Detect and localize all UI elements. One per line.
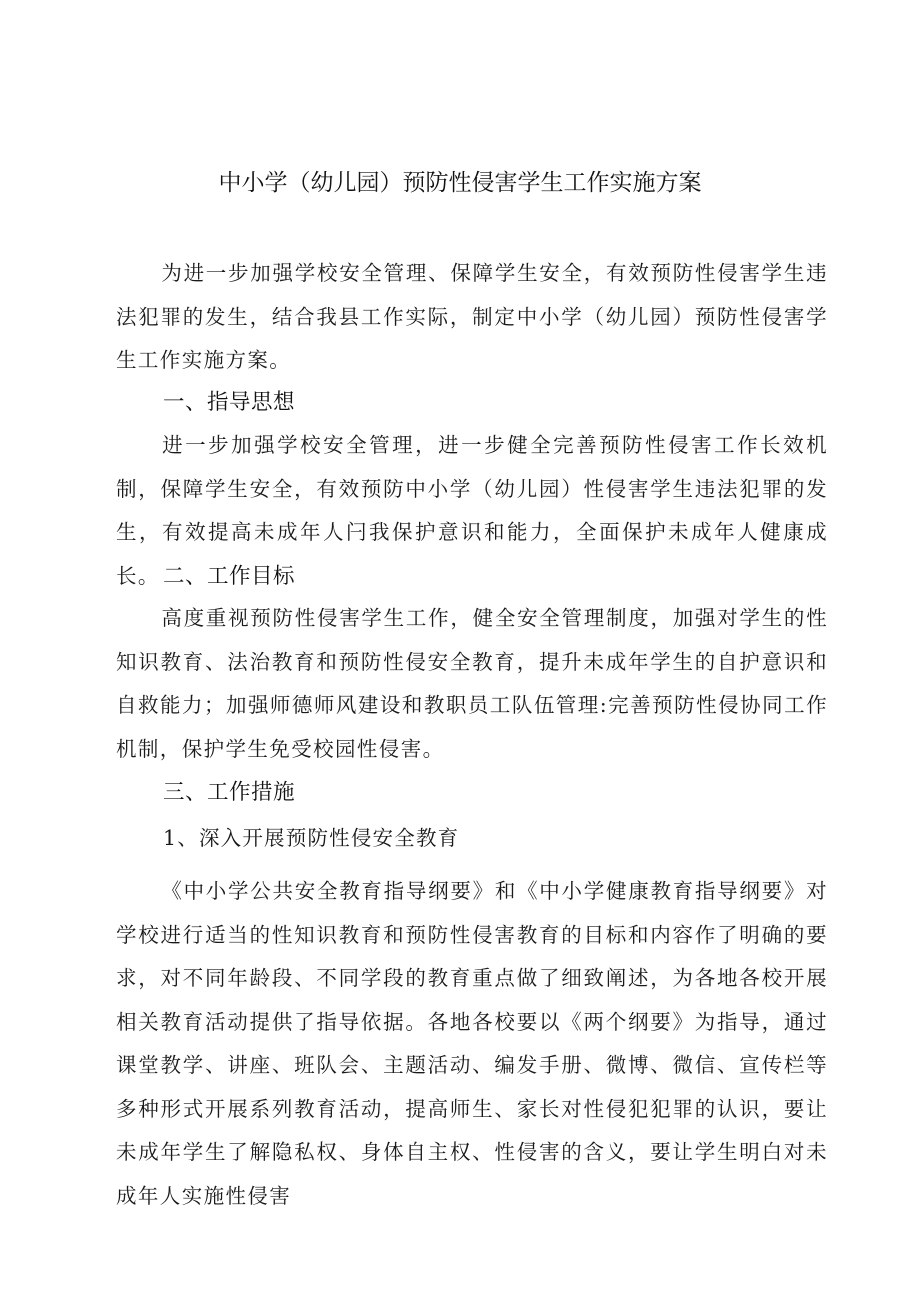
document-title: 中小学（幼儿园）预防性侵害学生工作实施方案 bbox=[218, 170, 702, 196]
intro-text: 为进一步加强学校安全管理、保障学生安全，有效预防性侵害学生违法犯罪的发生，结合我县工作实际，制定中小学（幼儿园）预防性侵害学生工作实施方案。 bbox=[116, 261, 828, 372]
section-heading-work-goals: 二、工作目标 bbox=[163, 564, 296, 589]
section2-text: 高度重视预防性侵害学生工作，健全安全管理制度，加强对学生的性知识教育、法治教育和预防性侵安全教育，提升未成年学生的自护意识和自救能力；加强师德师风建设和教职员工队伍管理:完善预防性侵协同工作机制，保护学生免受校园性侵害。 bbox=[116, 606, 828, 761]
section3-paragraph bbox=[116, 870, 828, 1218]
subheading-safety-education: 1、深入开展预防性侵安全教育 bbox=[163, 826, 460, 850]
section3-text: 《中小学公共安全教育指导纲要》和《中小学健康教育指导纲要》对学校进行适当的性知识教育和预防性侵害教育的目标和内容作了明确的要求，对不同年龄段、不同学段的教育重点做了细致阐述，为各地各校开展相关教育活动提供了指导依据。各地各校要以《两个纲要》为指导，通过课堂教学、讲座、班队会、主题活动、编发手册、微博、微信、宣传栏等多种形式开展系列教育活动，提高师生、家长对性侵犯犯罪的认识，要让未成年学生了解隐私权、身体自主权、性侵害的含义，要让学生明白对未成年人实施性侵害 bbox=[116, 879, 828, 1208]
section-heading-guiding-ideology: 一、指导思想 bbox=[163, 390, 296, 415]
section1-text: 进一步加强学校安全管理，进一步健全完善预防性侵害工作长效机制，保障学生安全，有效预防中小学（幼儿园）性侵害学生违法犯罪的发生，有效提高未成年人闩我保护意识和能力，全面保护未成年人健康成长。 bbox=[116, 433, 828, 588]
section2-paragraph bbox=[116, 597, 828, 771]
intro-paragraph bbox=[116, 252, 828, 383]
section-heading-work-measures: 三、工作措施 bbox=[163, 780, 296, 805]
